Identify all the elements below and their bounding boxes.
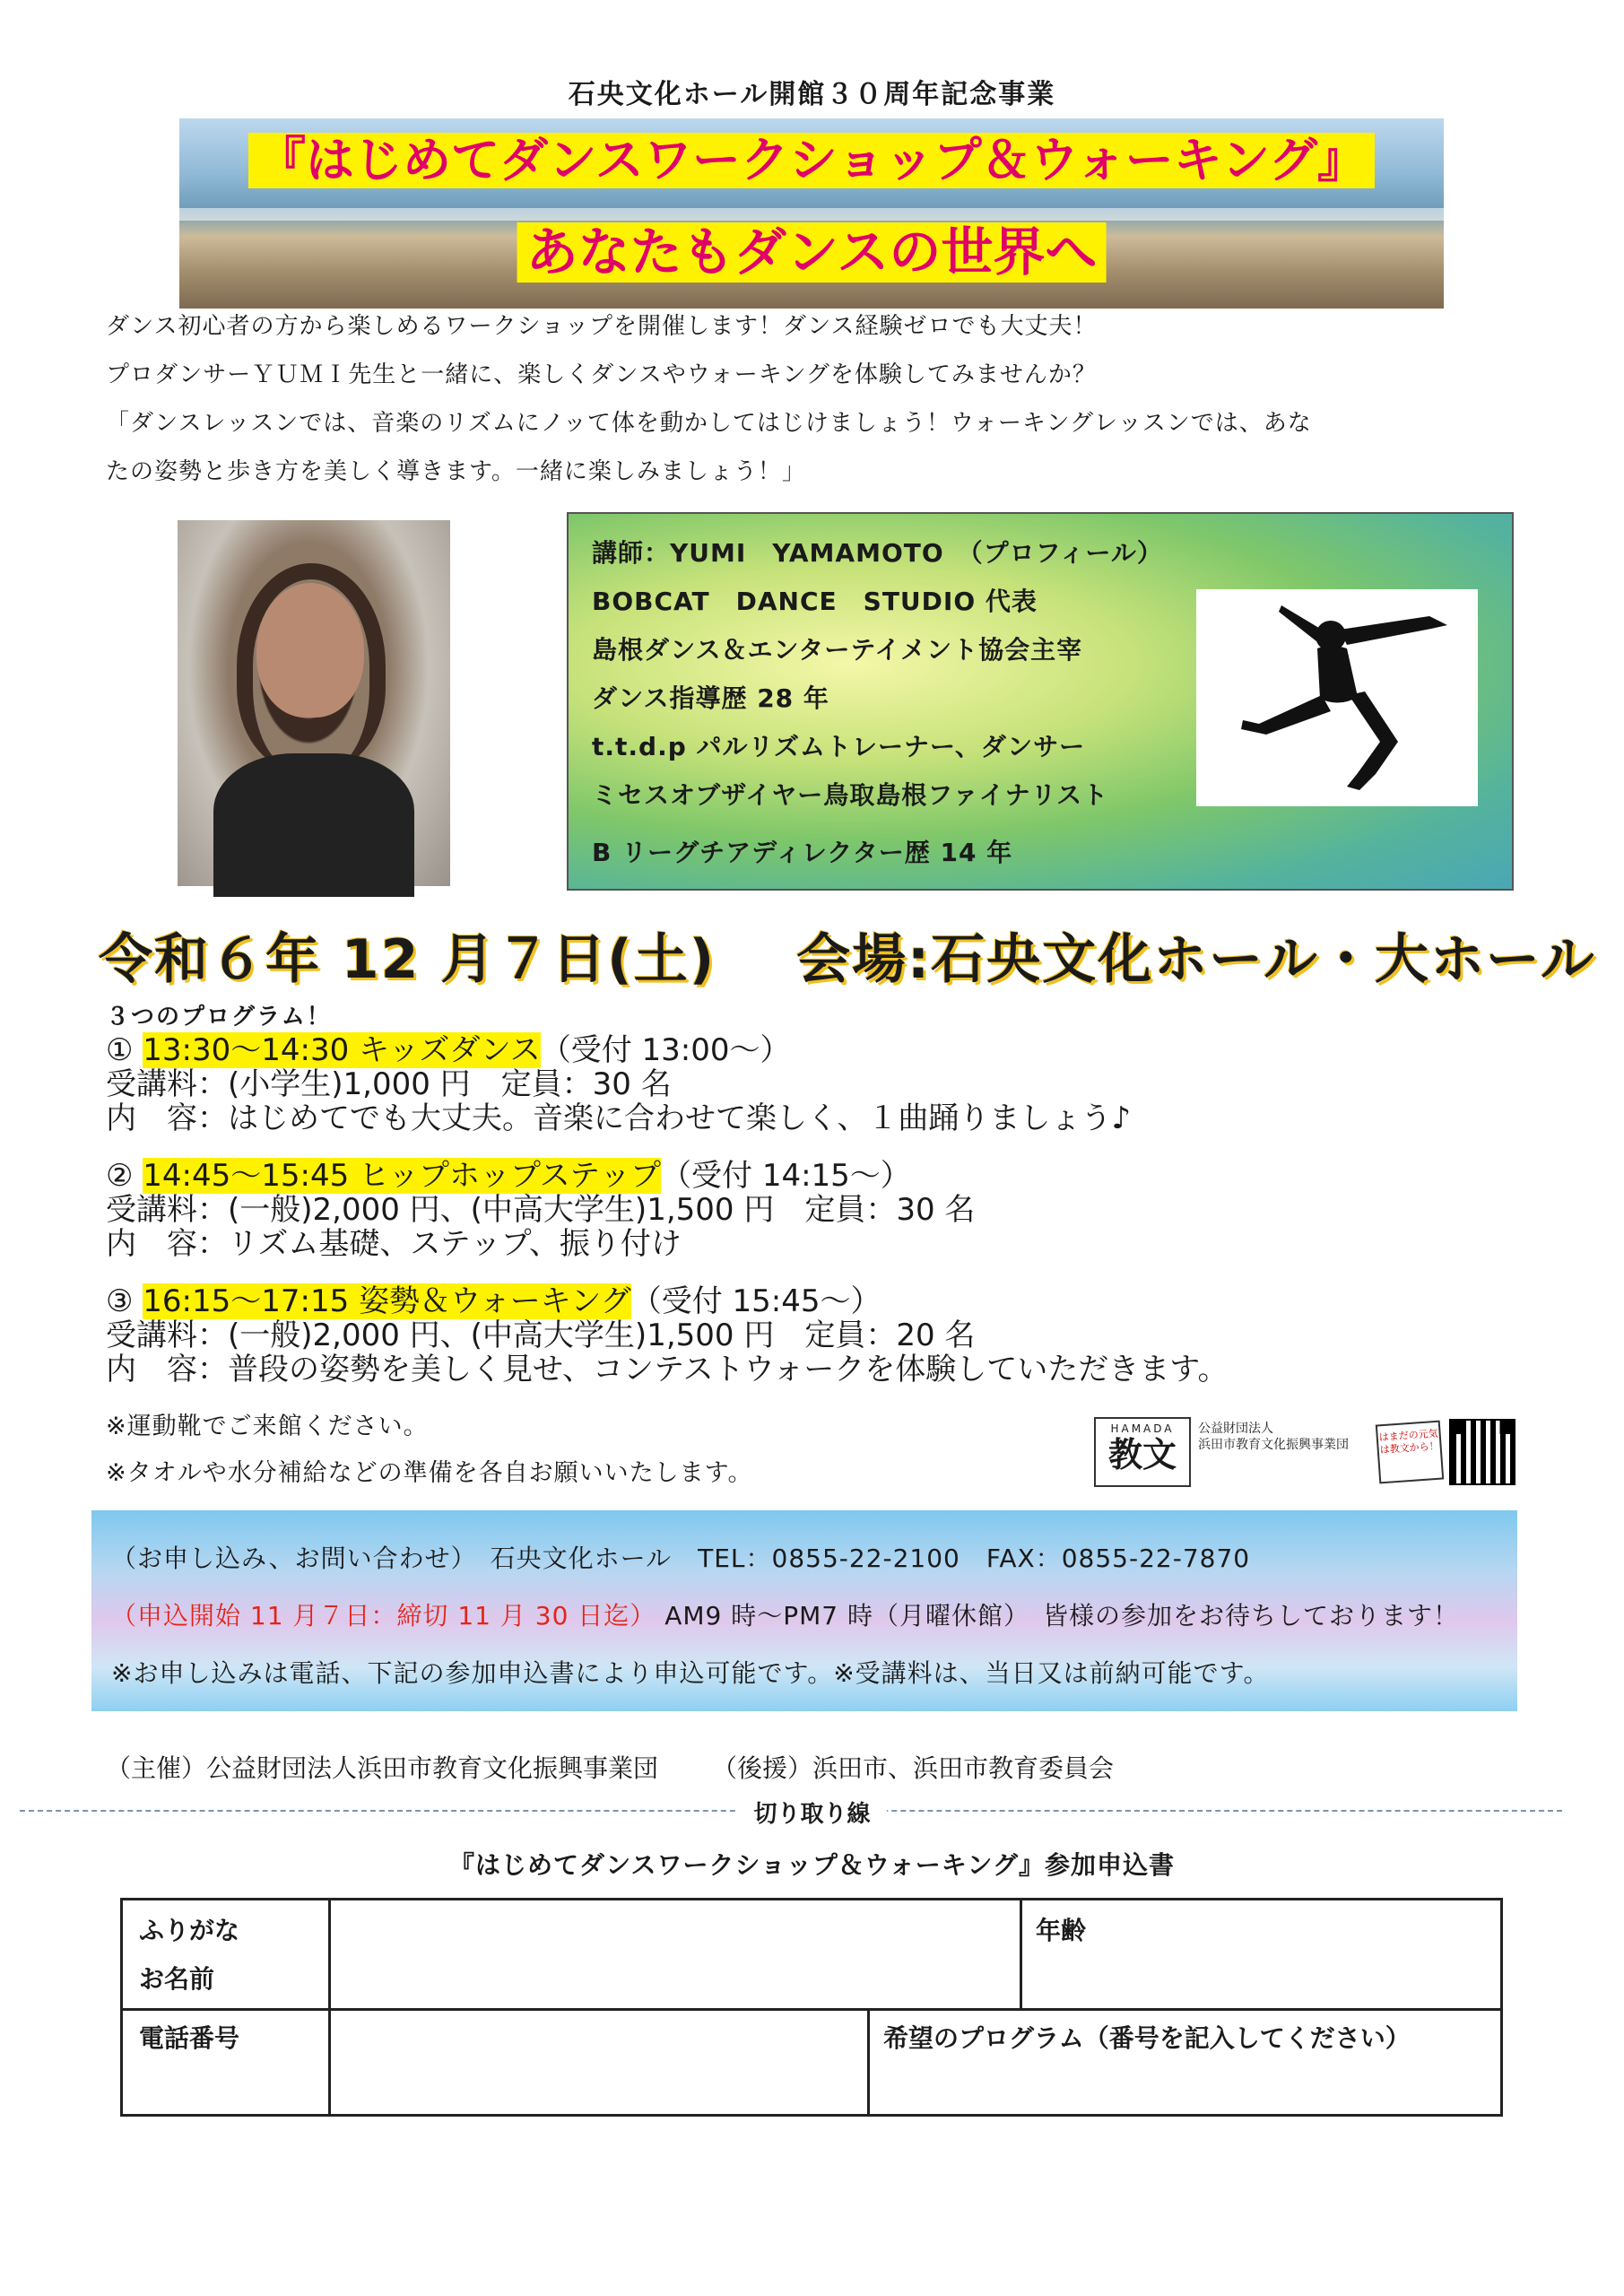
phone-label: 電話番号 xyxy=(139,2023,240,2053)
kyobun-logo xyxy=(1094,1417,1191,1487)
application-deadline: （申込開始 11 月７日：締切 11 月 30 日迄） xyxy=(111,1601,656,1631)
program-heading: ３つのプログラム！ xyxy=(106,1004,332,1031)
program-time-title: 13:30～14:30 キッズダンス xyxy=(143,1032,541,1068)
program-number: ② xyxy=(106,1158,134,1194)
application-note: ※お申し込みは電話、下記の参加申込書により申込可能です。※受講料は、当日又は前納可能です。 xyxy=(111,1658,1270,1688)
organizer-logos xyxy=(1094,1417,1515,1487)
qr-code-icon[interactable] xyxy=(1449,1419,1515,1485)
program-number: ③ xyxy=(106,1283,134,1319)
main-title: 『はじめてダンスワークショップ＆ウォーキング』 xyxy=(248,133,1375,188)
program-3-title xyxy=(106,1284,1505,1318)
program-choice-label: 希望のプログラム（番号を記入してください） xyxy=(883,2023,1411,2053)
contact-box xyxy=(91,1510,1517,1711)
program-2 xyxy=(106,1159,1505,1261)
contact-info: （お申し込み、お問い合わせ） 石央文化ホール TEL：0855-22-2100 FAX：0855-22-7870 xyxy=(111,1544,1251,1573)
cut-line-text: 切り取り線 xyxy=(737,1801,886,1828)
dancer-silhouette-image xyxy=(1196,589,1478,806)
profile-line: 島根ダンス＆エンターテイメント協会主宰 xyxy=(592,635,1083,665)
instructor-photo xyxy=(178,520,450,886)
dancer-silhouette-icon xyxy=(1196,589,1478,806)
banner-wave-decoration xyxy=(179,208,1444,221)
event-venue: 会場:石央文化ホール・大ホール xyxy=(796,928,1596,991)
profile-line: t.t.d.p パルリズムトレーナー、ダンサー xyxy=(592,732,1086,761)
program-choice-input[interactable] xyxy=(870,2053,1500,2114)
instructor-profile-box xyxy=(567,512,1514,891)
program-1 xyxy=(106,1033,1505,1135)
intro-line-1: ダンス初心者の方から楽しめるワークショップを開催します！ダンス経験ゼロでも大丈夫！ xyxy=(106,313,1098,340)
program-content: 内 容：リズム基礎、ステップ、振り付け xyxy=(106,1226,682,1262)
main-tagline: あなたもダンスの世界へ xyxy=(517,222,1107,283)
event-date-venue xyxy=(99,917,1596,994)
name-label: お名前 xyxy=(139,1964,215,1994)
note-shoes: ※運動靴でご来館ください。 xyxy=(106,1413,429,1440)
profile-line: 講師：YUMI YAMAMOTO （プロフィール） xyxy=(592,538,1163,568)
program-2-title xyxy=(106,1159,1505,1193)
program-number: ① xyxy=(106,1032,134,1068)
program-time-title: 14:45～15:45 ヒップホップステップ xyxy=(143,1158,662,1194)
program-reception: （受付 15:45～） xyxy=(630,1283,881,1319)
name-input[interactable] xyxy=(331,1900,1020,2008)
age-label: 年齢 xyxy=(1036,1916,1087,1945)
program-reception: （受付 13:00～） xyxy=(540,1032,791,1068)
event-date: 令和６年 12 月７日(土) xyxy=(99,928,716,991)
application-period xyxy=(111,1596,1459,1632)
intro-line-2: プロダンサーＹＵＭＩ先生と一緒に、楽しくダンスやウォーキングを体験してみませんか？ xyxy=(106,361,1097,388)
logo-org-name xyxy=(1198,1421,1377,1453)
program-fee: 受講料：(一般)2,000 円、(中高大学生)1,500 円 定員：30 名 xyxy=(106,1192,976,1228)
profile-line: B リーグチアディレクター歴 14 年 xyxy=(592,838,1013,867)
opening-hours: AM9 時～PM7 時（月曜休館） 皆様の参加をお待ちしております！ xyxy=(664,1601,1459,1631)
furigana-label: ふりがな xyxy=(139,1916,240,1945)
program-time-title: 16:15～17:15 姿勢＆ウォーキング xyxy=(143,1283,631,1319)
age-input[interactable] xyxy=(1022,1945,1500,2008)
event-subtitle: 石央文化ホール開館３０周年記念事業 xyxy=(568,79,1056,110)
logo-org-line2: 浜田市教育文化振興事業団 xyxy=(1198,1438,1349,1452)
logo-kyobun-text: 教文 xyxy=(1107,1435,1177,1474)
cut-line-label xyxy=(0,1796,1624,1829)
title-banner xyxy=(179,118,1444,309)
intro-line-4: たの姿勢と歩き方を美しく導きます。一緒に楽しみましょう！」 xyxy=(106,458,806,485)
phone-input[interactable] xyxy=(331,2011,867,2114)
intro-line-3: 「ダンスレッスンでは、音楽のリズムにノッて体を動かしてはじけましょう！ウォーキングレッスンでは、あな xyxy=(106,410,1312,437)
program-content: 内 容：普段の姿勢を美しく見せ、コンテストウォークを体験していただきます。 xyxy=(106,1352,1229,1387)
photo-body-shape xyxy=(213,753,414,897)
organizer-line xyxy=(106,1749,1114,1785)
profile-line: ミセスオブザイヤー鳥取島根ファイナリスト xyxy=(592,780,1109,810)
program-1-title xyxy=(106,1033,1505,1067)
program-3 xyxy=(106,1284,1505,1387)
application-form xyxy=(120,1898,1503,2117)
program-content: 内 容：はじめてでも大丈夫。音楽に合わせて楽しく、１曲踊りましょう♪ xyxy=(106,1100,1132,1136)
profile-line: BOBCAT DANCE STUDIO 代表 xyxy=(592,587,1038,616)
note-towel: ※タオルや水分補給などの準備を各自お願いいたします。 xyxy=(106,1459,753,1487)
sponsor: （主催）公益財団法人浜田市教育文化振興事業団 xyxy=(106,1753,659,1783)
program-fee: 受講料：(一般)2,000 円、(中高大学生)1,500 円 定員：20 名 xyxy=(106,1318,976,1353)
logo-hamada-text: HAMADA xyxy=(1110,1422,1175,1435)
application-form-title: 『はじめてダンスワークショップ＆ウォーキング』参加申込書 xyxy=(449,1850,1175,1880)
program-fee: 受講料：(小学生)1,000 円 定員：30 名 xyxy=(106,1066,672,1102)
supporters: （後援）浜田市、浜田市教育委員会 xyxy=(712,1753,1115,1783)
logo-org-line1: 公益財団法人 xyxy=(1198,1422,1273,1436)
logo-badge: はまだの元気は教文から！ xyxy=(1376,1421,1444,1484)
profile-line: ダンス指導歴 28 年 xyxy=(592,683,829,713)
photo-face-shape xyxy=(256,583,364,718)
program-reception: （受付 14:15～） xyxy=(661,1158,911,1194)
